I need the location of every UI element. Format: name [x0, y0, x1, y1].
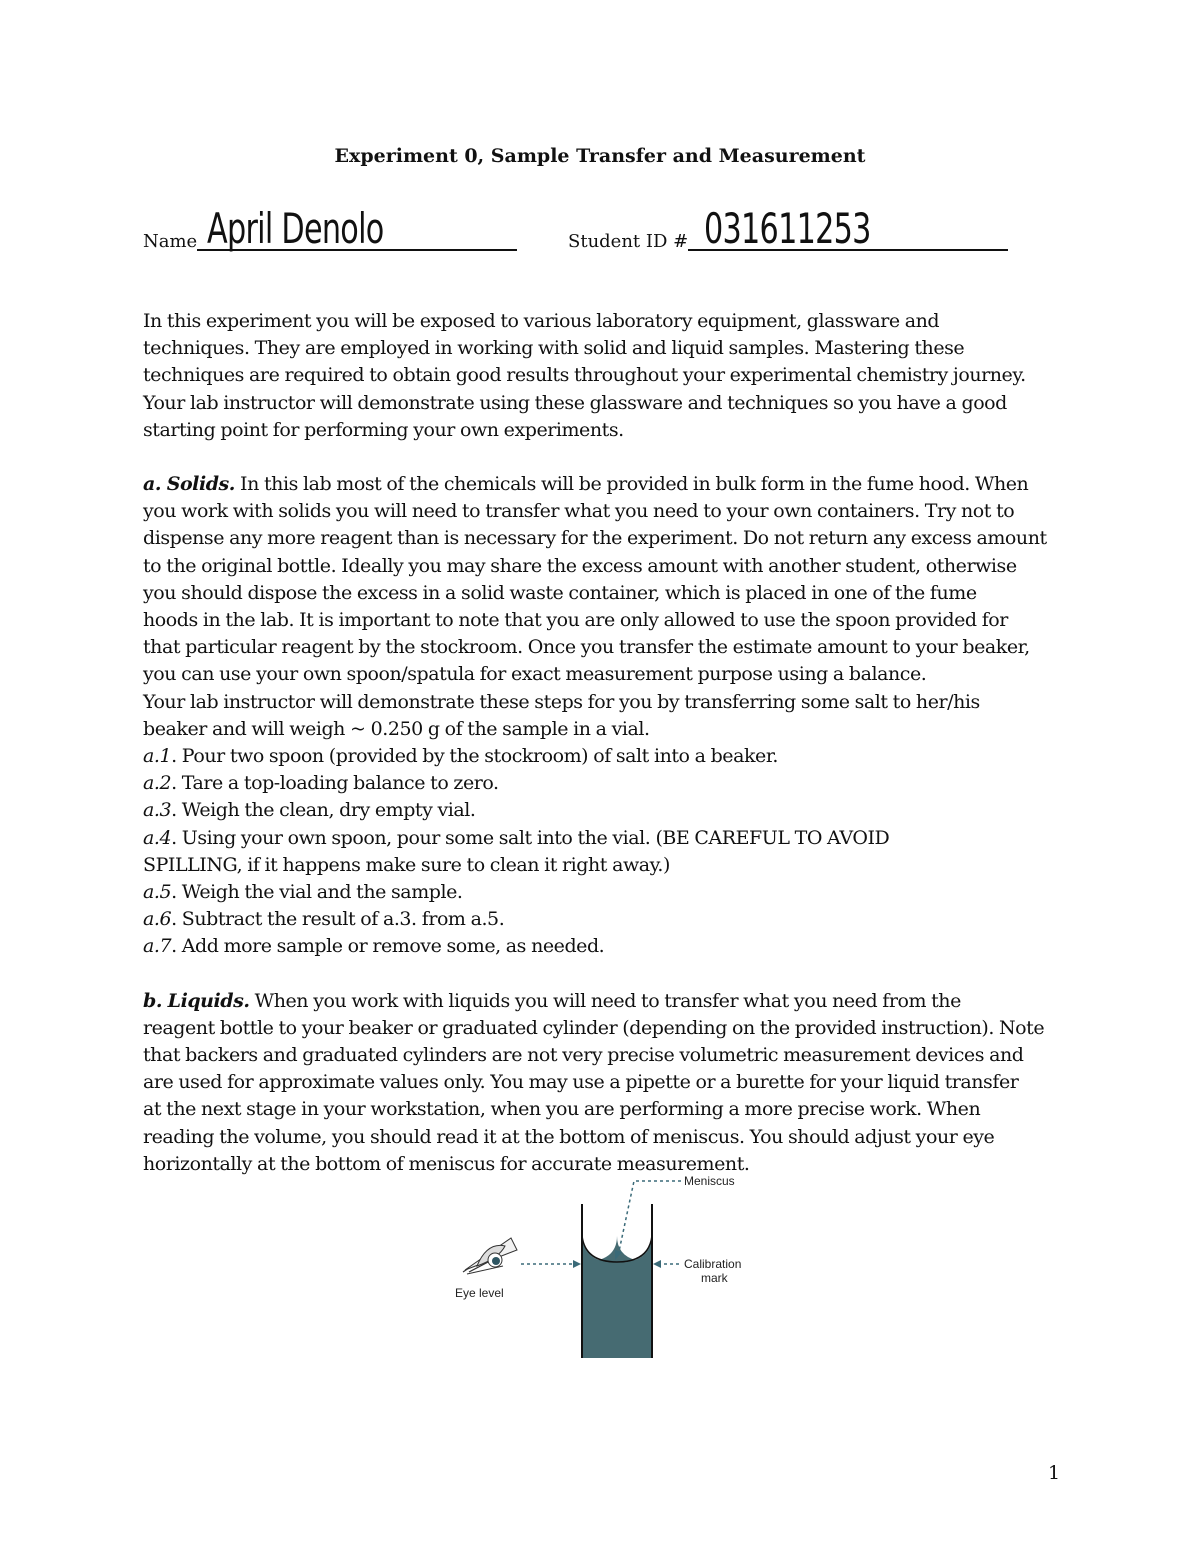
liquids-first-line: [143, 988, 1073, 1015]
step-a4: [143, 825, 1073, 852]
calibration-label: Calibration: [684, 1257, 742, 1271]
liquids-line: reading the volume, you should read it at the bottom of meniscus. You should adjust your eye: [143, 1125, 995, 1148]
step-a7: [143, 933, 1073, 960]
name-field[interactable]: [143, 196, 518, 254]
solids-line: beaker and will weigh ~ 0.250 g of the sample in a vial.: [143, 717, 650, 740]
solids-intro-text: In this lab most of the chemicals will be provided in bulk form in the fume hood. When: [234, 473, 1029, 496]
student-id-field[interactable]: [568, 196, 1008, 254]
handwritten-student-id: 031611253: [704, 204, 871, 253]
step-text: . Weigh the clean, dry empty vial.: [171, 799, 476, 822]
step-a6: [143, 906, 1073, 933]
meniscus-label: Meniscus: [684, 1174, 735, 1188]
solids-line: dispense any more reagent than is necessary for the experiment. Do not return any excess amount: [143, 527, 1047, 550]
step-number: a.1: [143, 745, 172, 768]
step-number: a.5: [143, 881, 172, 904]
eye-icon: [463, 1238, 517, 1274]
liquids-section: [143, 988, 1073, 1178]
meniscus-figure: [455, 1170, 775, 1365]
calibration-label-mark: mark: [701, 1271, 728, 1285]
liquids-line: are used for approximate values only. You may use a pipette or a burette for your liquid transfer: [143, 1071, 1019, 1094]
step-a3: [143, 797, 1073, 824]
intro-line: starting point for performing your own experiments.: [143, 418, 624, 441]
step-text: . Tare a top-loading balance to zero.: [171, 772, 499, 795]
solids-line: Your lab instructor will demonstrate these steps for you by transferring some salt to her/his: [143, 690, 980, 713]
step-text: . Add more sample or remove some, as needed.: [171, 935, 605, 958]
step-a1: [143, 743, 1073, 770]
step-a5: [143, 879, 1073, 906]
intro-line: techniques are required to obtain good results throughout your experimental chemistry journey.: [143, 364, 1026, 387]
page-number: 1: [1048, 1462, 1061, 1484]
step-a4-continued: [143, 852, 1073, 879]
solids-line: that particular reagent by the stockroom. Once you transfer the estimate amount to your beaker,: [143, 636, 1030, 659]
page-title: Experiment 0, Sample Transfer and Measurement: [334, 145, 866, 167]
calibration-arrowhead: [653, 1260, 661, 1268]
liquids-line: reagent bottle to your beaker or graduated cylinder (depending on the provided instruction). Note: [143, 1016, 1045, 1039]
liquids-heading: b. Liquids.: [143, 989, 250, 1012]
eye-level-arrowhead: [573, 1260, 581, 1268]
intro-line: techniques. They are employed in working with solid and liquid samples. Mastering these: [143, 337, 965, 360]
name-label: Name: [143, 231, 198, 252]
intro-line: Your lab instructor will demonstrate using these glassware and techniques so you have a good: [143, 391, 1007, 414]
solids-line: to the original bottle. Ideally you may share the excess amount with another student, otherwise: [143, 554, 1017, 577]
step-number: a.2: [143, 772, 172, 795]
intro-paragraph: [143, 308, 1073, 444]
intro-line: In this experiment you will be exposed to various laboratory equipment, glassware and: [143, 310, 940, 332]
liquids-line: at the next stage in your workstation, when you are performing a more precise work. When: [143, 1098, 981, 1121]
liquids-line: horizontally at the bottom of meniscus for accurate measurement.: [143, 1152, 750, 1175]
step-a2: [143, 770, 1073, 797]
solids-line: hoods in the lab. It is important to note that you are only allowed to use the spoon provided for: [143, 609, 1008, 632]
step-text: . Using your own spoon, pour some salt into the vial. (BE CAREFUL TO AVOID: [171, 826, 890, 849]
step-number: a.6: [143, 908, 172, 931]
step-text: . Weigh the vial and the sample.: [171, 881, 463, 904]
step-number: a.3: [143, 799, 172, 822]
solids-section: [143, 471, 1073, 961]
solids-first-line: [143, 471, 1073, 498]
step-number: a.7: [143, 935, 172, 958]
step-number: a.4: [143, 826, 172, 849]
student-id-label: Student ID #: [568, 231, 689, 252]
step-text: . Subtract the result of a.3. from a.5.: [171, 908, 505, 931]
step-text: . Pour two spoon (provided by the stockroom) of salt into a beaker.: [171, 745, 778, 768]
step-text: SPILLING, if it happens make sure to clean it right away.): [143, 853, 670, 876]
solids-line: you should dispose the excess in a solid waste container, which is placed in one of the fume: [143, 581, 977, 604]
liquids-intro-text: When you work with liquids you will need to transfer what you need from the: [249, 989, 961, 1012]
solids-line: you can use your own spoon/spatula for exact measurement purpose using a balance.: [143, 663, 927, 686]
solids-line: you work with solids you will need to transfer what you need to your own containers. Try not to: [143, 500, 1015, 523]
document-body: [143, 308, 1073, 1178]
handwritten-name: April Denolo: [207, 204, 384, 253]
solids-heading: a. Solids.: [143, 473, 235, 496]
liquids-line: that backers and graduated cylinders are not very precise volumetric measurement devices and: [143, 1044, 1024, 1067]
eye-level-label: Eye level: [455, 1286, 504, 1300]
